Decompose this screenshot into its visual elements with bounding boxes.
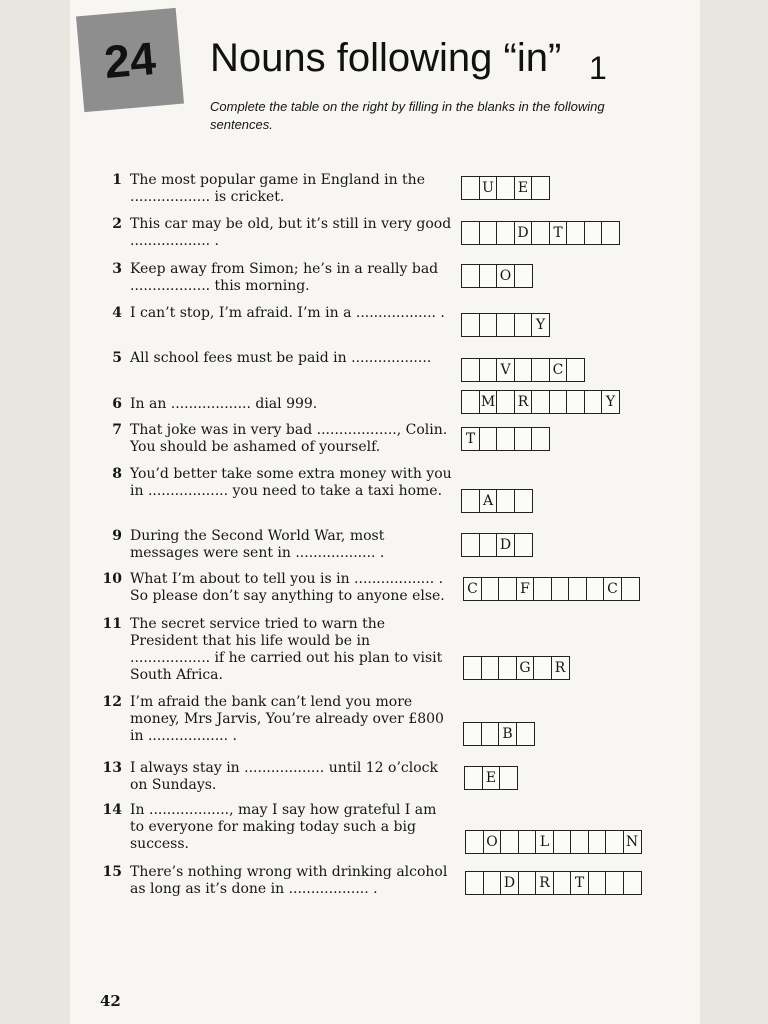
answer-cell[interactable] [499,766,518,790]
answer-cell[interactable] [463,722,482,746]
answer-cell[interactable] [584,390,603,414]
answer-cell[interactable]: F [516,577,535,601]
answer-cell[interactable] [601,221,620,245]
item-sentence: That joke was in very bad .................., Colin. You should be ashamed of yourself. [130,422,448,455]
answer-cell[interactable] [465,871,484,895]
answer-cell[interactable] [514,427,533,451]
answer-cell[interactable] [479,427,498,451]
answer-grid [463,656,568,680]
answer-cell[interactable]: Y [601,390,620,414]
item-number: 13 [102,760,122,776]
answer-cell[interactable] [605,830,624,854]
answer-cell[interactable] [496,313,515,337]
answer-grid [463,577,638,601]
unit-badge [76,8,184,112]
answer-cell[interactable]: G [516,656,535,680]
answer-cell[interactable] [479,221,498,245]
answer-cell[interactable] [496,176,515,200]
item-sentence: The secret service tried to warn the President that his life would be in .................. if he carried out his plan to visit South Africa. [130,616,443,683]
answer-cell[interactable] [566,390,585,414]
answer-cell[interactable]: B [498,722,517,746]
answer-cell[interactable] [465,830,484,854]
answer-cell[interactable]: C [463,577,482,601]
answer-cell[interactable] [463,656,482,680]
answer-cell[interactable]: E [482,766,501,790]
answer-cell[interactable] [500,830,519,854]
answer-cell[interactable] [551,577,570,601]
exercise-item [96,261,454,295]
answer-cell[interactable]: R [535,871,554,895]
item-sentence: In an .................. dial 999. [130,396,318,412]
item-sentence: You’d better take some extra money with you in .................. you need to take a taxi home. [130,466,452,499]
exercise-item [96,305,454,322]
answer-cell[interactable] [479,313,498,337]
answer-grid [461,176,549,200]
answer-cell[interactable]: D [514,221,533,245]
exercise-item [96,396,454,413]
item-sentence: The most popular game in England in the .................. is cricket. [130,172,425,205]
answer-cell[interactable] [518,830,537,854]
answer-cell[interactable] [479,358,498,382]
answer-cell[interactable] [464,766,483,790]
item-number: 1 [112,172,122,188]
answer-cell[interactable] [479,533,498,557]
answer-cell[interactable] [584,221,603,245]
answer-cell[interactable] [531,427,550,451]
answer-cell[interactable] [461,176,480,200]
exercise-item [96,172,454,206]
answer-cell[interactable] [531,221,550,245]
answer-cell[interactable]: L [535,830,554,854]
item-number: 5 [112,350,122,366]
answer-cell[interactable] [533,577,552,601]
answer-cell[interactable] [531,358,550,382]
answer-cell[interactable] [605,871,624,895]
answer-cell[interactable] [461,358,480,382]
answer-cell[interactable]: C [603,577,622,601]
item-sentence: In .................., may I say how grateful I am to everyone for making today such a big success. [130,802,437,852]
answer-cell[interactable] [481,577,500,601]
answer-grid [461,264,531,288]
answer-cell[interactable] [496,427,515,451]
answer-cell[interactable] [553,871,572,895]
answer-cell[interactable] [588,830,607,854]
item-sentence: There’s nothing wrong with drinking alcohol as long as it’s done in .................. . [130,864,448,897]
answer-cell[interactable]: T [549,221,568,245]
answer-cell[interactable] [498,577,517,601]
answer-cell[interactable] [566,358,585,382]
item-sentence: What I’m about to tell you is in .................. . So please don’t say anything to anyone else. [130,571,445,604]
item-sentence: I’m afraid the bank can’t lend you more money, Mrs Jarvis, You’re already over £800 in .................. . [130,694,444,744]
answer-cell[interactable] [496,390,515,414]
unit-number: 24 [102,31,158,89]
answer-cell[interactable]: V [496,358,515,382]
answer-cell[interactable]: O [483,830,502,854]
exercise-item [96,694,454,745]
exercise-item [96,760,454,794]
exercise-item [96,466,454,500]
item-number: 4 [112,305,122,321]
answer-cell[interactable] [570,830,589,854]
answer-cell[interactable] [514,489,533,513]
item-sentence: All school fees must be paid in .................. [130,350,432,366]
answer-cell[interactable]: R [551,656,570,680]
page-number: 42 [100,992,121,1010]
exercise-item [96,864,454,898]
item-number: 2 [112,216,122,232]
answer-cell[interactable] [514,533,533,557]
answer-cell[interactable] [514,358,533,382]
answer-cell[interactable] [498,656,517,680]
item-number: 10 [102,571,122,587]
answer-cell[interactable] [461,390,480,414]
answer-grid [461,358,584,382]
exercise-item [96,216,454,250]
exercise-item [96,350,454,367]
answer-cell[interactable] [461,489,480,513]
answer-grid [461,221,619,245]
answer-cell[interactable] [531,176,550,200]
exercise-item [96,422,454,456]
answer-cell[interactable]: M [479,390,498,414]
answer-cell[interactable] [586,577,605,601]
answer-grid [465,871,640,895]
answer-cell[interactable] [496,221,515,245]
item-sentence: During the Second World War, most messages were sent in .................. . [130,528,385,561]
exercise-item [96,528,454,562]
answer-cell[interactable] [566,221,585,245]
answer-cell[interactable] [461,313,480,337]
answer-cell[interactable] [549,390,568,414]
item-number: 9 [112,528,122,544]
answer-grid [461,390,619,414]
answer-grid [464,766,517,790]
answer-cell[interactable] [621,577,640,601]
page-title: Nouns following “in” [210,36,562,80]
answer-cell[interactable]: D [500,871,519,895]
answer-grid [465,830,640,854]
answer-cell[interactable]: O [496,264,515,288]
answer-cell[interactable]: T [461,427,480,451]
answer-cell[interactable]: E [514,176,533,200]
item-sentence: This car may be old, but it’s still in very good .................. . [130,216,452,249]
answer-grid [461,313,549,337]
answer-cell[interactable] [514,313,533,337]
answer-cell[interactable] [553,830,572,854]
item-sentence: I always stay in .................. until 12 o’clock on Sundays. [130,760,438,793]
item-sentence: Keep away from Simon; he’s in a really bad .................. this morning. [130,261,439,294]
unit-part: 1 [589,50,607,86]
answer-cell[interactable] [516,722,535,746]
answer-grid [461,427,549,451]
answer-grid [461,533,531,557]
answer-grid [463,722,533,746]
answer-cell[interactable] [461,221,480,245]
item-number: 14 [102,802,122,818]
answer-cell[interactable]: T [570,871,589,895]
item-number: 3 [112,261,122,277]
answer-cell[interactable]: R [514,390,533,414]
exercise-item [96,616,454,684]
answer-cell[interactable] [518,871,537,895]
answer-grid [461,489,531,513]
answer-cell[interactable] [481,722,500,746]
item-number: 15 [102,864,122,880]
answer-cell[interactable] [479,264,498,288]
answer-cell[interactable]: U [479,176,498,200]
answer-cell[interactable]: N [623,830,642,854]
item-sentence: I can’t stop, I’m afraid. I’m in a .................. . [130,305,445,321]
exercise-item [96,802,454,853]
answer-cell[interactable] [481,656,500,680]
exercise-item [96,571,454,605]
item-number: 11 [102,616,122,632]
item-number: 8 [112,466,122,482]
answer-cell[interactable] [461,264,480,288]
answer-cell[interactable]: A [479,489,498,513]
instruction-text: Complete the table on the right by filling in the blanks in the following sentences. [210,99,605,132]
answer-cell[interactable]: D [496,533,515,557]
answer-cell[interactable] [514,264,533,288]
answer-cell[interactable]: Y [531,313,550,337]
answer-cell[interactable] [623,871,642,895]
answer-cell[interactable] [461,533,480,557]
answer-cell[interactable]: C [549,358,568,382]
answer-cell[interactable] [588,871,607,895]
answer-cell[interactable] [531,390,550,414]
item-number: 7 [112,422,122,438]
answer-cell[interactable] [496,489,515,513]
answer-cell[interactable] [568,577,587,601]
item-number: 12 [102,694,122,710]
answer-cell[interactable] [533,656,552,680]
item-number: 6 [112,396,122,412]
answer-cell[interactable] [483,871,502,895]
